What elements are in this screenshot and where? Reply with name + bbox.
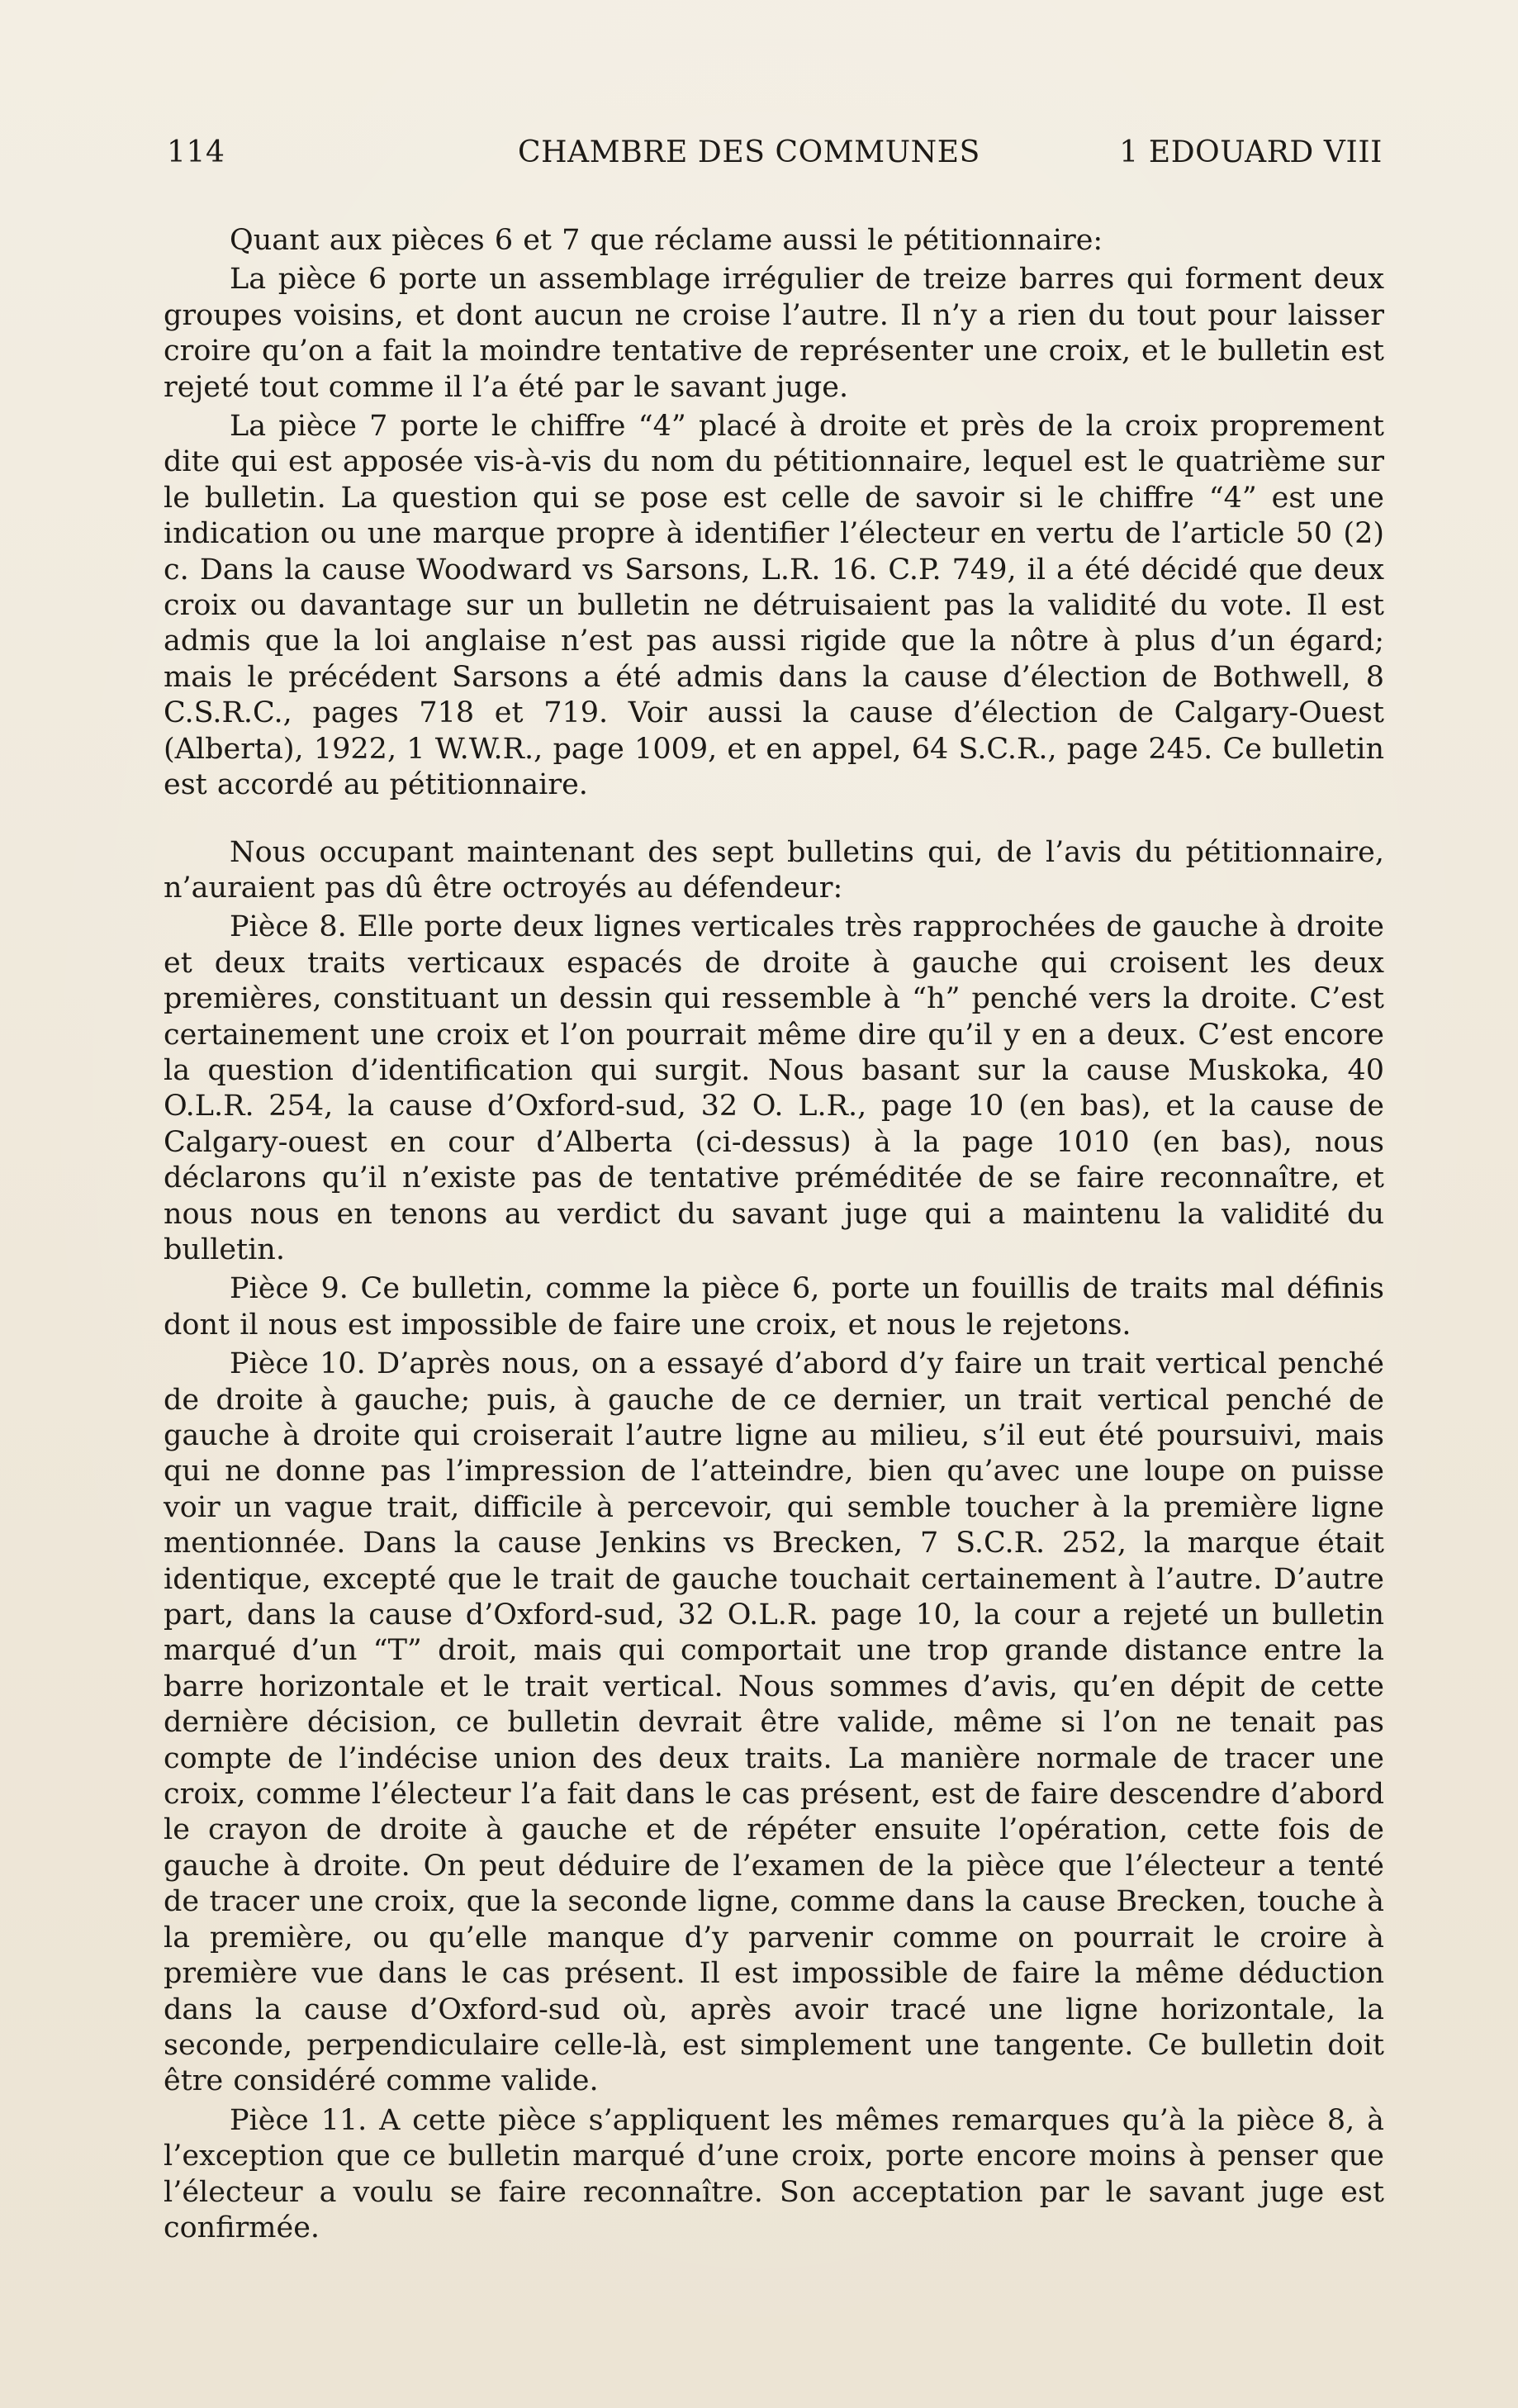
paragraph-piece-7: La pièce 7 porte le chiffre “4” placé à droite et près de la croix proprement dite qui est apposée vis-à-vis du nom du pétitionnaire, lequel est le quatrième sur le bulletin. La question qui se pose est celle de savoir si le chiffre “4” est une indication ou une marque propre à identifier l’électeur en vertu de l’article 50 (2) c. Dans la cause Woodward vs Sarsons, L.R. 16. C.P. 749, il a été décidé que deux croix ou davantage sur un bulletin ne détruisaient pas la validité du vote. Il est admis que la loi anglaise n’est pas aussi rigide que la nôtre à plus d’un égard; mais le précédent Sarsons a été admis dans la cause d’élection de Bothwell, 8 C.S.R.C., pages 718 et 719. Voir aussi la cause d’élection de Calgary-Ouest (Alberta), 1922, 1 W.W.R., page 1009, et en appel, 64 S.C.R., page 245. Ce bulletin est accordé au pétitionnaire. — [164, 410, 1384, 802]
document-body — [164, 223, 1384, 2246]
paragraph-piece-6: La pièce 6 porte un assemblage irrégulier de treize barres qui forment deux groupes voisins, et dont aucun ne croise l’autre. Il n’y a rien du tout pour laisser croire qu’on a fait la moindre tentative de représenter une croix, et le bulletin est rejeté tout comme il l’a été par le savant juge. — [164, 263, 1384, 404]
running-session: 1 EDOUARD VIII — [1119, 135, 1383, 169]
running-title: CHAMBRE DES COMMUNES — [518, 135, 980, 169]
page-header — [167, 132, 1383, 173]
paragraph-intro-pieces-6-7: Quant aux pièces 6 et 7 que réclame aussi le pétitionnaire: — [230, 224, 1103, 257]
paragraph-intro-seven-ballots: Nous occupant maintenant des sept bulletins qui, de l’avis du pétitionnaire, n’auraient pas dû être octroyés au défendeur: — [164, 835, 1384, 905]
paragraph-piece-11: Pièce 11. A cette pièce s’appliquent les mêmes remarques qu’à la pièce 8, à l’exception que ce bulletin marqué d’une croix, porte encore moins à penser que l’électeur a voulu se faire reconnaître. Son acceptation par le savant juge est confirmée. — [164, 2103, 1384, 2244]
page-number: 114 — [167, 135, 225, 169]
paragraph-piece-8: Pièce 8. Elle porte deux lignes verticales très rapprochées de gauche à droite et deux traits verticaux espacés de droite à gauche qui croisent les deux premières, constituant un dessin qui ressemble à “h” penché vers la droite. C’est certainement une croix et l’on pourrait même dire qu’il y en a deux. C’est encore la question d’identification qui surgit. Nous basant sur la cause Muskoka, 40 O.L.R. 254, la cause d’Oxford-sud, 32 O. L.R., page 10 (en bas), et la cause de Calgary-ouest en cour d’Alberta (ci-dessus) à la page 1010 (en bas), nous déclarons qu’il n’existe pas de tentative préméditée de se faire reconnaître, et nous nous en tenons au verdict du savant juge qui a maintenu la validité du bulletin. — [164, 910, 1384, 1266]
paragraph-piece-10: Pièce 10. D’après nous, on a essayé d’abord d’y faire un trait vertical penché de droite à gauche; puis, à gauche de ce dernier, un trait vertical penché de gauche à droite qui croiserait l’autre ligne au milieu, s’il eut été poursuivi, mais qui ne donne pas l’impression de l’atteindre, bien qu’avec une loupe on puisse voir un vague trait, difficile à percevoir, qui semble toucher à la première ligne mentionnée. Dans la cause Jenkins vs Brecken, 7 S.C.R. 252, la marque était identique, excepté que le trait de gauche touchait certainement à l’autre. D’autre part, dans la cause d’Oxford-sud, 32 O.L.R. page 10, la cour a rejeté un bulletin marqué d’un “T” droit, mais qui comportait une trop grande distance entre la barre horizontale et le trait vertical. Nous sommes d’avis, qu’en dépit de cette dernière décision, ce bulletin devrait être valide, même si l’on ne tenait pas compte de l’indécise union des deux traits. La manière normale de tracer une croix, comme l’électeur l’a fait dans le cas présent, est de faire descendre d’abord le crayon de droite à gauche et de répéter ensuite l’opération, cette fois de gauche à droite. On peut déduire de l’examen de la pièce que l’électeur a tenté de tracer une croix, que la seconde ligne, comme dans la cause Brecken, touche à la première, ou qu’elle manque d’y parvenir comme on pourrait le croire à première vue dans le cas présent. Il est impossible de faire la même déduction dans la cause d’Oxford-sud où, après avoir tracé une ligne horizontale, la seconde, perpendiculaire celle-là, est simplement une tangente. Ce bulletin doit être considéré comme valide. — [164, 1347, 1384, 2098]
paragraph-piece-9: Pièce 9. Ce bulletin, comme la pièce 6, porte un fouillis de traits mal définis dont il nous est impossible de faire une croix, et nous le rejetons. — [164, 1272, 1384, 1342]
